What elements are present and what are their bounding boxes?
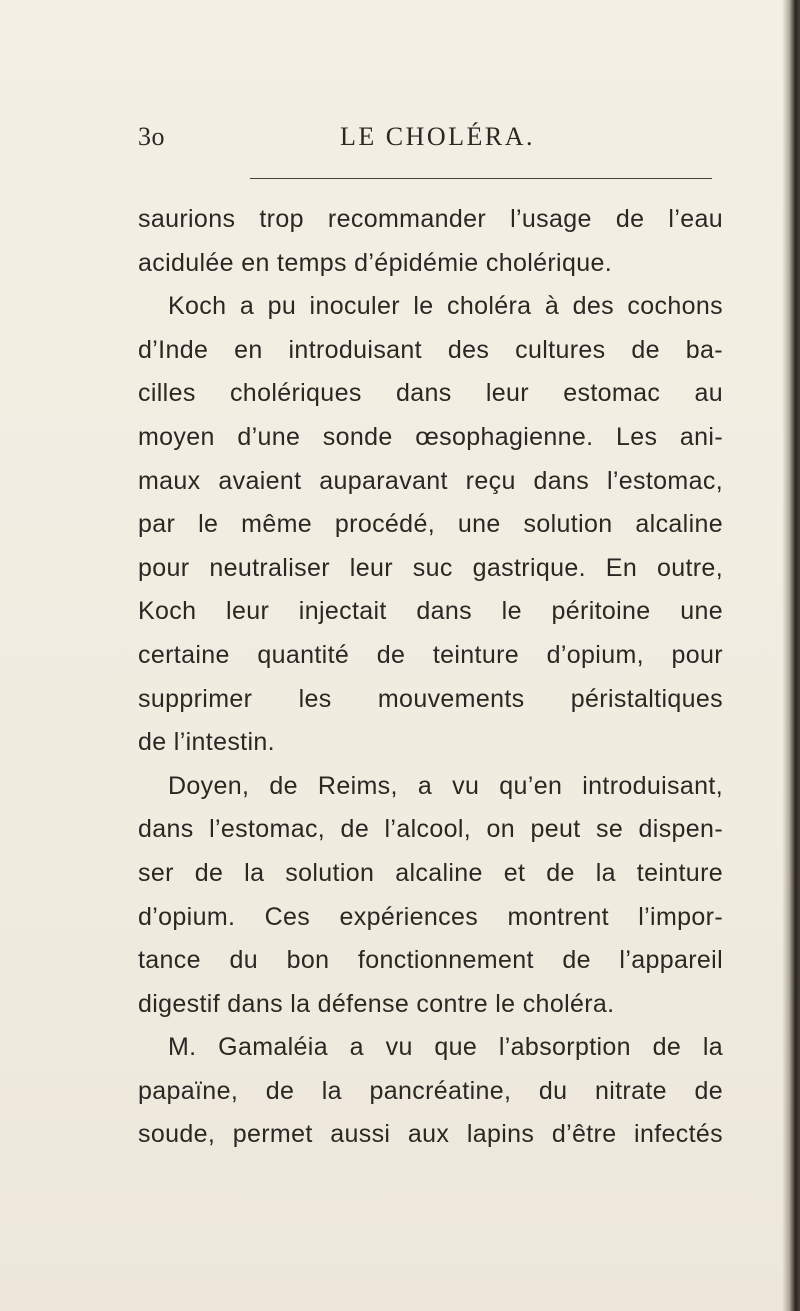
text-line: de l’intestin. [138,728,275,757]
text-line: soude, permet aussi aux lapins d’être infectés [138,1120,723,1149]
text-line: dans l’estomac, de l’alcool, on peut se dispen- [138,815,723,844]
text-line: ser de la solution alcaline et de la teinture [138,858,723,887]
running-title: LE CHOLÉRA. [340,122,536,151]
text-line: saurions trop recommander l’usage de l’eau [138,205,723,233]
text-line: tance du bon fonctionnement de l’appareil [138,946,723,975]
page-header [138,122,713,162]
text-line: digestif dans la défense contre le choléra. [138,989,615,1018]
body-text [138,198,723,1157]
text-line: Koch a pu inoculer le choléra à des cochons [168,292,723,321]
text-line: d’opium. Ces expériences montrent l’impor- [138,902,723,931]
text-line: cilles cholériques dans leur estomac au [138,379,723,408]
text-line: par le même procédé, une solution alcaline [138,510,723,539]
text-line: moyen d’une sonde œsophagienne. Les ani- [138,422,723,451]
header-rule [250,178,712,179]
page-edge-shadow [782,0,800,1311]
text-line: d’Inde en introduisant des cultures de ba- [138,335,723,364]
text-line: maux avaient auparavant reçu dans l’estomac, [138,466,723,495]
text-line: acidulée en temps d’épidémie cholérique. [138,248,613,277]
text-line: pour neutraliser leur suc gastrique. En outre, [138,553,723,582]
page-number: 3o [138,122,165,151]
text-line: M. Gamaléia a vu que l’absorption de la [168,1033,723,1062]
text-line: Koch leur injectait dans le péritoine une [138,597,723,626]
text-line: papaïne, de la pancréatine, du nitrate de [138,1076,723,1105]
text-line: certaine quantité de teinture d’opium, pour [138,640,723,669]
text-line: Doyen, de Reims, a vu qu’en introduisant, [168,771,723,800]
text-line: supprimer les mouvements péristaltiques [138,684,723,713]
